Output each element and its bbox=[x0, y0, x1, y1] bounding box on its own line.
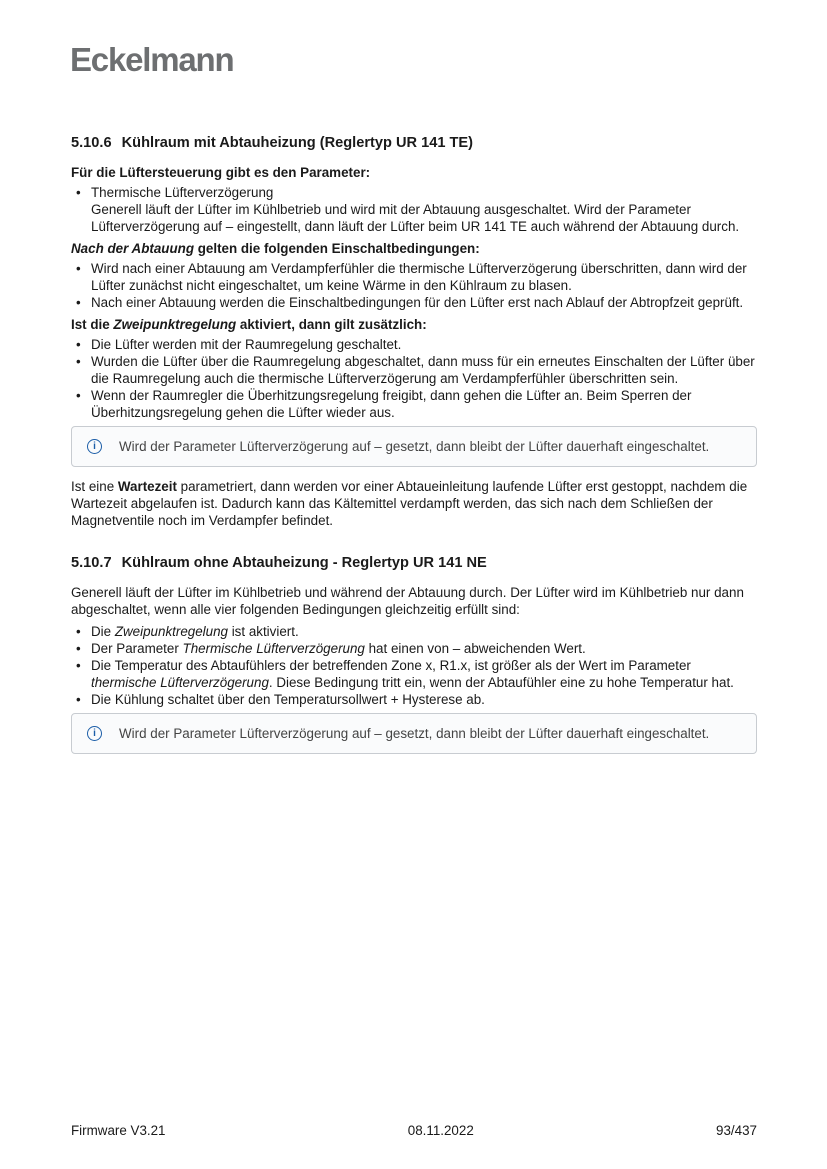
text: Die bbox=[91, 624, 115, 639]
eckelmann-logo: Eckelmann bbox=[70, 41, 234, 78]
bold-text: Wartezeit bbox=[117, 479, 177, 494]
emphasis: Zweipunktregelung bbox=[114, 624, 228, 639]
page-number: 93/437 bbox=[716, 1123, 757, 1138]
section-title: Kühlraum ohne Abtauheizung - Reglertyp UR 141 NE bbox=[121, 555, 487, 571]
list-item: • Wird nach einer Abtauung am Verdampferfühler die thermische Lüfterverzögerung überschritten, dann wird der Lüfter zunächst nicht eingeschaltet, um keine Wärme in den Kühlraum zu blasen. bbox=[71, 260, 757, 294]
text: Die Temperatur des Abtaufühlers der betreffenden Zone x, R1.x, ist größer als der Wert im Parameter bbox=[91, 658, 691, 673]
paragraph bbox=[71, 478, 757, 529]
subheading: Für die Lüftersteuerung gibt es den Parameter: bbox=[71, 165, 371, 180]
text: Ist eine bbox=[71, 479, 118, 494]
bullet-list bbox=[71, 336, 757, 421]
text: Ist die bbox=[71, 317, 114, 332]
text: hat einen von – abweichenden Wert. bbox=[364, 641, 586, 656]
list-item: • Wurden die Lüfter über die Raumregelung abgeschaltet, dann muss für ein erneutes Einschalten der Lüfter über die Raumregelung auch die thermische Lüfterverzögerung am Verdampferfühler überschritten sein. bbox=[71, 353, 757, 387]
footer-date: 08.11.2022 bbox=[407, 1123, 474, 1138]
paragraph: Generell läuft der Lüfter im Kühlbetrieb und während der Abtauung durch. Der Lüfter wird im Kühlbetrieb nur dann abgeschaltet, wenn alle vier folgenden Bedingungen gleichzeitig erfüllt sind: bbox=[71, 585, 744, 617]
note-text: Wird der Parameter Lüfterverzögerung auf – gesetzt, dann bleibt der Lüfter dauerhaft eingeschaltet. bbox=[119, 439, 710, 454]
info-icon: i bbox=[87, 726, 102, 741]
section-title: Kühlraum mit Abtauheizung (Reglertyp UR 141 TE) bbox=[121, 135, 474, 151]
section-heading-5-10-7 bbox=[71, 553, 757, 573]
text: ist aktiviert. bbox=[227, 624, 299, 639]
bullet-list bbox=[71, 260, 757, 311]
list-item: • Die Lüfter werden mit der Raumregelung geschaltet. bbox=[71, 336, 757, 353]
text: aktiviert, dann gilt zusätzlich: bbox=[236, 317, 427, 332]
subheading bbox=[71, 316, 757, 333]
section-heading-5-10-6 bbox=[71, 133, 757, 153]
emphasis: Zweipunktregelung bbox=[113, 317, 237, 332]
info-note bbox=[71, 713, 757, 754]
content bbox=[71, 133, 757, 765]
list-item bbox=[71, 640, 757, 657]
emphasis: Nach der Abtauung bbox=[71, 241, 194, 256]
item-title: Thermische Lüfterverzögerung bbox=[91, 185, 274, 200]
list-item: • Die Kühlung schaltet über den Temperatursollwert + Hysterese ab. bbox=[71, 691, 757, 708]
list-item bbox=[71, 657, 757, 691]
emphasis: thermische Lüfterverzögerung bbox=[91, 675, 269, 690]
bullet-list bbox=[71, 623, 757, 708]
text: . Diese Bedingung tritt ein, wenn der Abtaufühler eine zu hohe Temperatur hat. bbox=[268, 675, 734, 690]
list-item bbox=[71, 623, 757, 640]
text: parametriert, dann werden vor einer Abtaueinleitung laufende Lüfter erst gestoppt, nachdem die Wartezeit abgelaufen ist. Dadurch kann das Kältemittel verdampft werden, das sich nach dem Schließen der Magnetventile noch im Verdampfer befindet. bbox=[71, 479, 748, 528]
firmware-version: Firmware V3.21 bbox=[71, 1123, 166, 1138]
page-footer bbox=[71, 1122, 757, 1139]
section-number: 5.10.7 bbox=[71, 555, 112, 571]
info-note bbox=[71, 426, 757, 467]
emphasis: Thermische Lüfterverzögerung bbox=[182, 641, 365, 656]
text: gelten die folgenden Einschaltbedingungen: bbox=[194, 241, 480, 256]
item-text: Generell läuft der Lüfter im Kühlbetrieb und wird mit der Abtauung ausgeschaltet. Wird der Parameter Lüfterverzögerung auf – eingestellt, dann läuft der Lüfter beim UR 141 TE auch während der Abtauung durch. bbox=[91, 202, 740, 234]
note-text: Wird der Parameter Lüfterverzögerung auf – gesetzt, dann bleibt der Lüfter dauerhaft eingeschaltet. bbox=[119, 726, 710, 741]
list-item: • Wenn der Raumregler die Überhitzungsregelung freigibt, dann gehen die Lüfter an. Beim Sperren der Überhitzungsregelung gehen die Lüfter wieder aus. bbox=[71, 387, 757, 421]
section-number: 5.10.6 bbox=[71, 135, 112, 151]
text: Der Parameter bbox=[91, 641, 183, 656]
bullet-list bbox=[71, 184, 757, 235]
subheading bbox=[71, 240, 757, 257]
info-icon: i bbox=[87, 439, 102, 454]
list-item: • Nach einer Abtauung werden die Einschaltbedingungen für den Lüfter erst nach Ablauf der Abtropfzeit geprüft. bbox=[71, 294, 757, 311]
list-item bbox=[71, 184, 757, 235]
